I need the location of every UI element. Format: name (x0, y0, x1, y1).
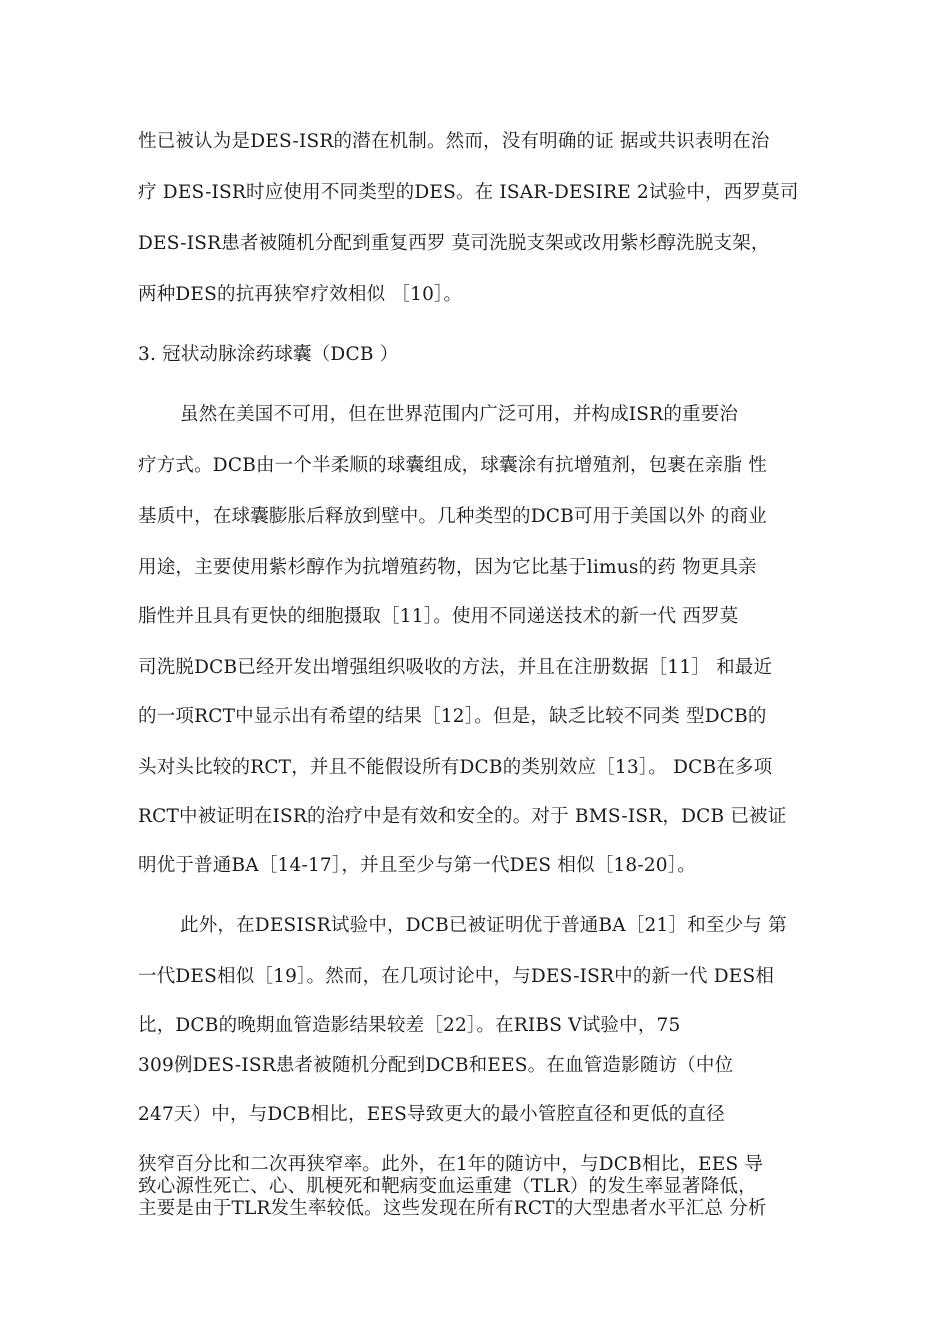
text-line: RCT中被证明在ISR的治疗中是有效和安全的。对于 BMS-ISR，DCB 已被证 (138, 806, 787, 827)
text-line: DES-ISR患者被随机分配到重复西罗 莫司洗脱支架或改用紫杉醇洗脱支架， (138, 233, 770, 254)
section-heading: 3. 冠状动脉涂药球囊（DCB ） (138, 344, 399, 365)
text-line: 用途，主要使用紫杉醇作为抗增殖药物，因为它比基于limus的药 物更具亲 (138, 557, 757, 578)
text-line: 309例DES-ISR患者被随机分配到DCB和EES。在血管造影随访（中位 (138, 1055, 734, 1076)
text-line: 247天）中，与DCB相比，EES导致更大的最小管腔直径和更低的直径 (138, 1104, 725, 1125)
text-line: 两种DES的抗再狭窄疗效相似 ［10］。 (138, 284, 463, 305)
text-line: 脂性并且具有更快的细胞摄取［11］。使用不同递送技术的新一代 西罗莫 (138, 606, 739, 627)
text-line: 明优于普通BA［14-17］，并且至少与第一代DES 相似［18-20］。 (138, 855, 696, 876)
text-line: 狭窄百分比和二次再狭窄率。此外，在1年的随访中，与DCB相比，EES 导 (138, 1154, 764, 1175)
text-line: 致心源性死亡、心、肌梗死和靶病变血运重建（TLR）的发生率显著降低， (138, 1176, 757, 1197)
text-line: 疗方式。DCB由一个半柔顺的球囊组成，球囊涂有抗增殖剂，包裹在亲脂 性 (138, 455, 767, 476)
text-line: 性已被认为是DES-ISR的潜在机制。然而，没有明确的证 据或共识表明在治 (138, 131, 770, 152)
text-line: 一代DES相似［19］。然而，在几项讨论中，与DES-ISR中的新一代 DES相 (138, 966, 775, 987)
text-line: 司洗脱DCB已经开发出增强组织吸收的方法，并且在注册数据［11］ 和最近 (138, 657, 773, 678)
text-line: 的一项RCT中显示出有希望的结果［12］。但是，缺乏比较不同类 型DCB的 (138, 706, 767, 727)
text-line: 虽然在美国不可用，但在世界范围内广泛可用，并构成ISR的重要治 (180, 404, 739, 425)
text-line: 头对头比较的RCT，并且不能假设所有DCB的类别效应［13］。 DCB在多项 (138, 757, 773, 778)
text-line: 疗 DES-ISR时应使用不同类型的DES。在 ISAR-DESIRE 2试验中，西罗莫司 (138, 182, 799, 203)
text-line: 比，DCB的晚期血管造影结果较差［22］。在RIBS V试验中，75 (138, 1015, 681, 1036)
text-line: 基质中，在球囊膨胀后释放到壁中。几种类型的DCB可用于美国以外 的商业 (138, 506, 767, 527)
text-line: 此外，在DESISR试验中，DCB已被证明优于普通BA［21］和至少与 第 (180, 915, 787, 936)
text-line: 主要是由于TLR发生率较低。这些发现在所有RCT的大型患者水平汇总 分析 (138, 1198, 767, 1219)
